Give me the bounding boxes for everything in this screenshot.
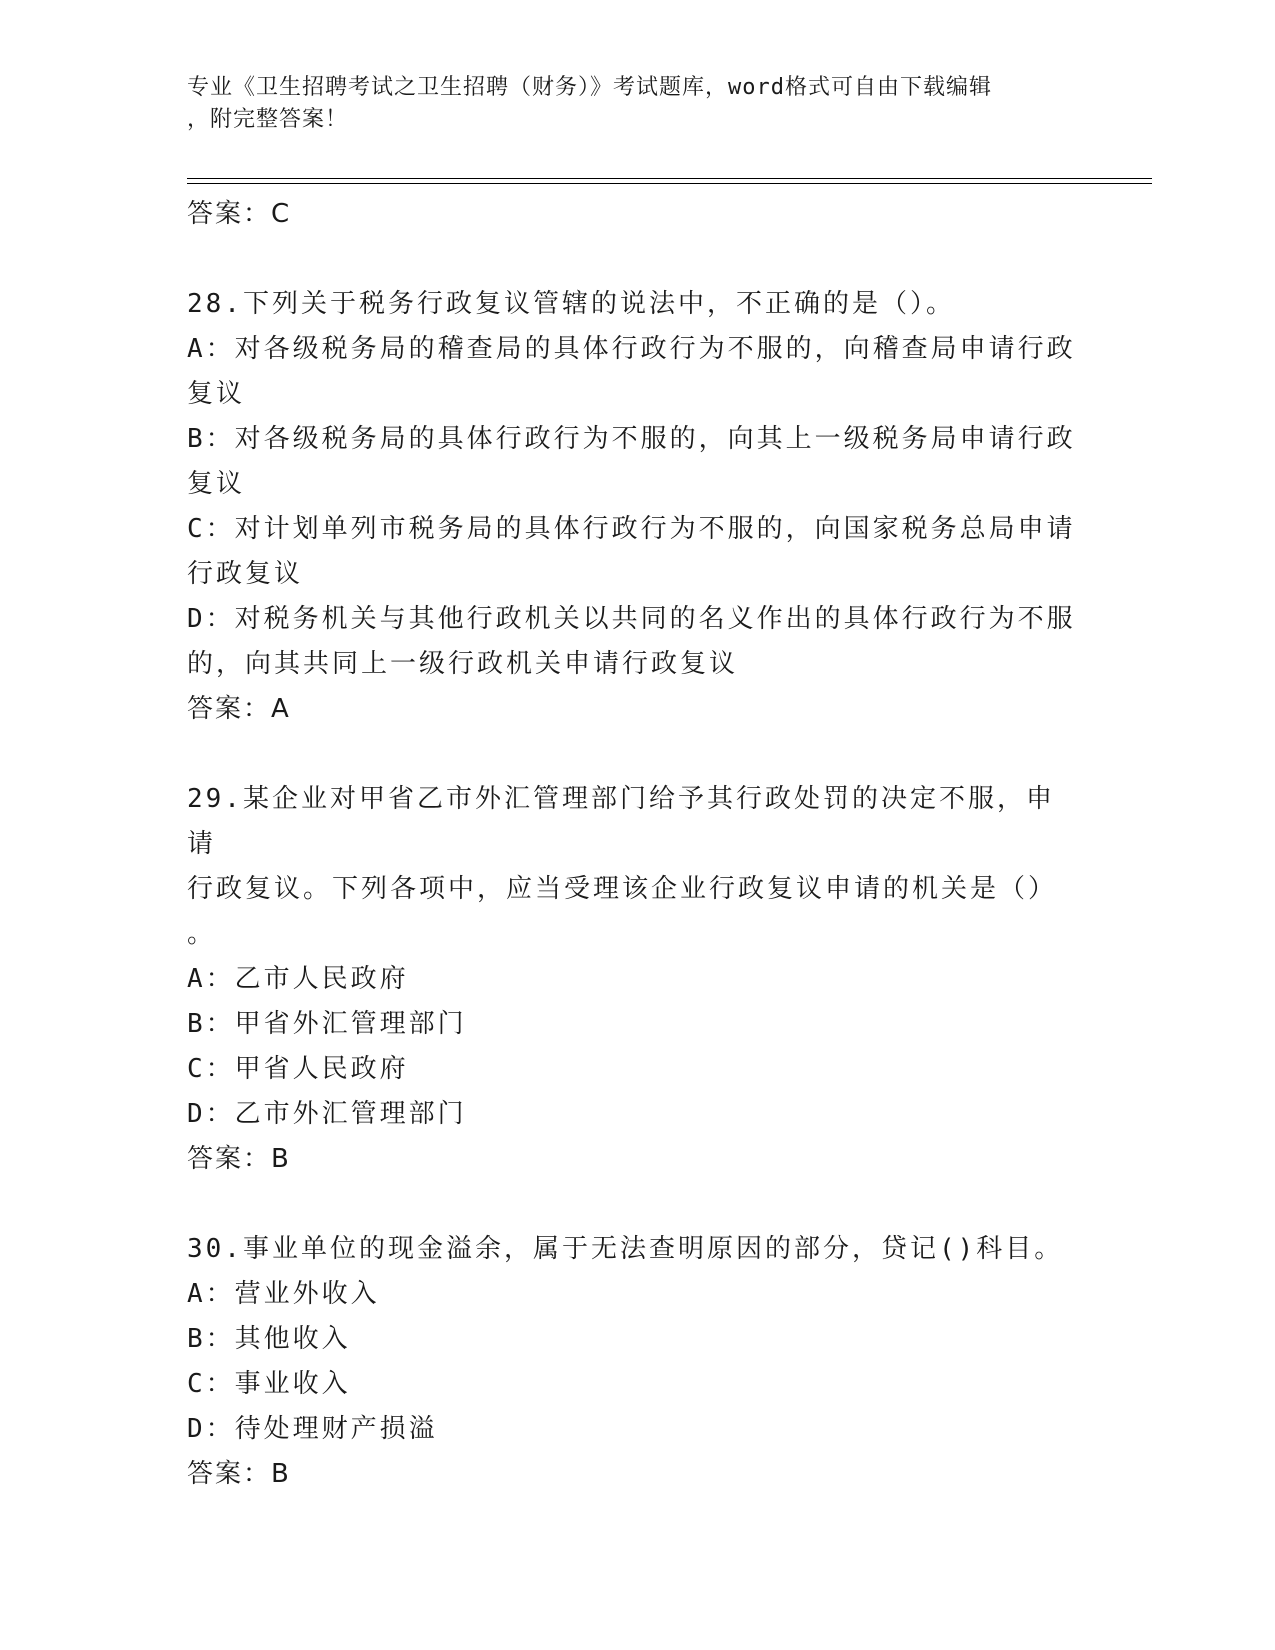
question-stem: 30.事业单位的现金溢余，属于无法查明原因的部分，贷记()科目。 [187,1234,1064,1264]
option-b: B：甲省外汇管理部门 [187,1009,467,1039]
answer-label: 答案：B [187,1144,291,1174]
option-a: A：营业外收入 [187,1279,380,1309]
question-29 [187,777,1077,1182]
option-a: A：乙市人民政府 [187,964,409,994]
question-stem: 29.某企业对甲省乙市外汇管理部门给予其行政处罚的决定不服，申请 行政复议。下列各项中，应当受理该企业行政复议申请的机关是（） 。 [187,784,1058,949]
question-stem: 28.下列关于税务行政复议管辖的说法中，不正确的是（）。 [187,289,955,319]
option-d: D：对税务机关与其他行政机关以共同的名义作出的具体行政行为不服 的，向其共同上一级行政机关申请行政复议 [187,604,1076,679]
answer-label: 答案：B [187,1459,291,1489]
option-d: D：待处理财产损溢 [187,1414,438,1444]
header-rule-bottom [187,183,1152,184]
question-list [187,192,1077,1497]
previous-answer: 答案：C [187,199,292,229]
option-c: C：对计划单列市税务局的具体行政行为不服的，向国家税务总局申请 行政复议 [187,514,1076,589]
question-28 [187,282,1077,732]
option-b: B：对各级税务局的具体行政行为不服的，向其上一级税务局申请行政 复议 [187,424,1076,499]
document-header [187,72,1087,136]
header-line-1: 专业《卫生招聘考试之卫生招聘（财务）》考试题库，word格式可自由下载编辑 [187,75,992,100]
option-c: C：事业收入 [187,1369,351,1399]
header-line-2: ，附完整答案！ [187,107,349,132]
option-a: A：对各级税务局的稽查局的具体行政行为不服的，向稽查局申请行政 复议 [187,334,1076,409]
option-d: D：乙市外汇管理部门 [187,1099,467,1129]
option-c: C：甲省人民政府 [187,1054,409,1084]
question-30 [187,1227,1077,1497]
header-rule-top [187,178,1152,179]
answer-label: 答案：A [187,694,291,724]
option-b: B：其他收入 [187,1324,351,1354]
